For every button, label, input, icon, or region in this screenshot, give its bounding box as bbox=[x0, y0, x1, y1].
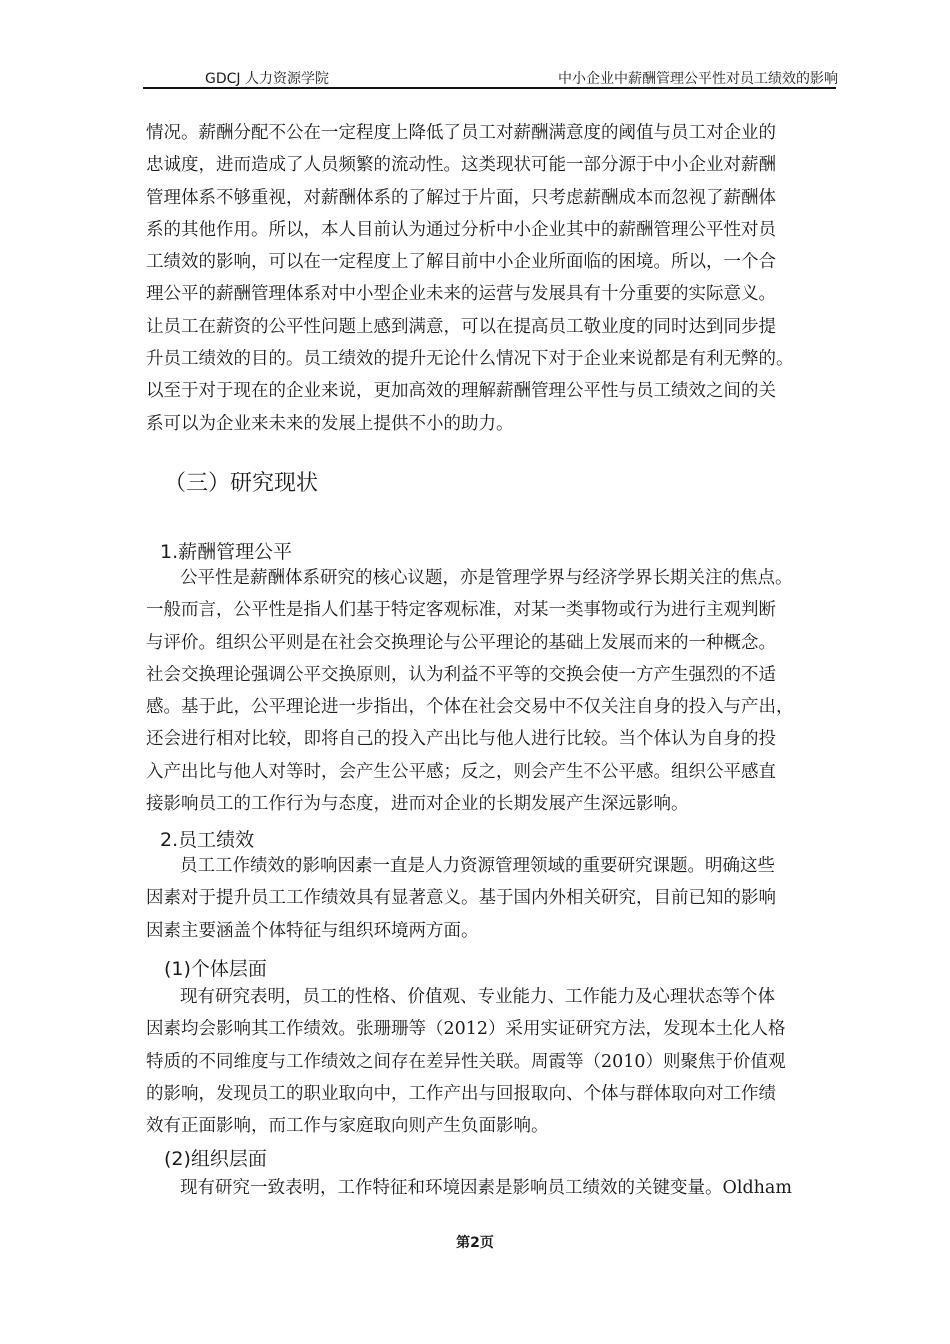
intro-paragraph bbox=[146, 117, 846, 440]
text-line: 工绩效的影响，可以在一定程度上了解目前中小企业所面临的困境。所以，一个合 bbox=[146, 252, 776, 273]
text-line: 感。基于此，公平理论进一步指出，个体在社会交易中不仅关注自身的投入与产出， bbox=[146, 697, 794, 718]
text-line: 让员工在薪资的公平性问题上感到满意，可以在提高员工敬业度的同时达到同步提 bbox=[146, 316, 776, 337]
text-line: 情况。薪酬分配不公在一定程度上降低了员工对薪酬满意度的阈值与员工对企业的 bbox=[146, 123, 776, 143]
text-line: 忠诚度，进而造成了人员频繁的流动性。这类现状可能一部分源于中小企业对薪酬 bbox=[146, 155, 776, 176]
sub2b-paragraph bbox=[146, 1172, 846, 1204]
sub2a-paragraph bbox=[146, 981, 846, 1142]
text-line: 的影响，发现员工的职业取向中，工作产出与回报取向、个体与群体取向对工作绩 bbox=[146, 1083, 776, 1104]
text-line: 还会进行相对比较，即将自己的投入产出比与他人进行比较。当个体认为自身的投 bbox=[146, 729, 776, 750]
page-number: 第2页 bbox=[456, 1235, 494, 1251]
section-heading: （三）研究现状 bbox=[164, 471, 319, 496]
header-rule bbox=[143, 87, 836, 89]
text-line: 系可以为企业来未来的发展上提供不小的助力。 bbox=[146, 413, 514, 434]
text-line: 效有正面影响，而工作与家庭取向则产生负面影响。 bbox=[146, 1116, 549, 1137]
header-paper-title: 中小企业中薪酬管理公平性对员工绩效的影响 bbox=[558, 71, 838, 87]
text-line: 特质的不同维度与工作绩效之间存在差异性关联。周霞等（2010）则聚焦于价值观 bbox=[146, 1051, 786, 1072]
sub1-paragraph bbox=[146, 562, 846, 820]
text-line: 现有研究一致表明，工作特征和环境因素是影响员工绩效的关键变量。Oldham bbox=[180, 1178, 792, 1198]
subsection-heading: (2)组织层面 bbox=[164, 1148, 267, 1170]
sub2-paragraph bbox=[146, 850, 846, 947]
text-line: 以至于对于现在的企业来说，更加高效的理解薪酬管理公平性与员工绩效之间的关 bbox=[146, 381, 776, 402]
text-line: 现有研究表明，员工的性格、价值观、专业能力、工作能力及心理状态等个体 bbox=[180, 987, 775, 1007]
text-line: 因素均会影响其工作绩效。张珊珊等（2012）采用实证研究方法，发现本土化人格 bbox=[146, 1019, 786, 1040]
subsection-heading: 1.薪酬管理公平 bbox=[160, 541, 293, 563]
text-line: 与评价。组织公平则是在社会交换理论与公平理论的基础上发展而来的一种概念。 bbox=[146, 632, 776, 653]
text-line: 社会交换理论强调公平交换原则，认为利益不平等的交换会使一方产生强烈的不适 bbox=[146, 664, 776, 685]
text-line: 一般而言，公平性是指人们基于特定客观标准，对某一类事物或行为进行主观判断 bbox=[146, 600, 776, 621]
text-line: 公平性是薪酬体系研究的核心议题，亦是管理学界与经济学界长期关注的焦点。 bbox=[180, 568, 793, 588]
text-line: 因素对于提升员工工作绩效具有显著意义。基于国内外相关研究，目前已知的影响 bbox=[146, 888, 776, 909]
text-line: 理公平的薪酬管理体系对中小型企业未来的运营与发展具有十分重要的实际意义。 bbox=[146, 284, 776, 305]
subsection-heading: (1)个体层面 bbox=[164, 958, 267, 980]
text-line: 入产出比与他人对等时，会产生公平感；反之，则会产生不公平感。组织公平感直 bbox=[146, 761, 776, 782]
subsection-heading: 2.员工绩效 bbox=[160, 829, 255, 851]
text-line: 接影响员工的工作行为与态度，进而对企业的长期发展产生深远影响。 bbox=[146, 794, 689, 815]
header-school-name: GDCJ 人力资源学院 bbox=[205, 71, 329, 87]
text-line: 管理体系不够重视，对薪酬体系的了解过于片面，只考虑薪酬成本而忽视了薪酬体 bbox=[146, 187, 776, 208]
text-line: 系的其他作用。所以，本人目前认为通过分析中小企业其中的薪酬管理公平性对员 bbox=[146, 219, 776, 240]
text-line: 升员工绩效的目的。员工绩效的提升无论什么情况下对于企业来说都是有利无弊的。 bbox=[146, 349, 794, 370]
text-line: 员工工作绩效的影响因素一直是人力资源管理领域的重要研究课题。明确这些 bbox=[180, 856, 775, 876]
text-line: 因素主要涵盖个体特征与组织环境两方面。 bbox=[146, 920, 479, 941]
